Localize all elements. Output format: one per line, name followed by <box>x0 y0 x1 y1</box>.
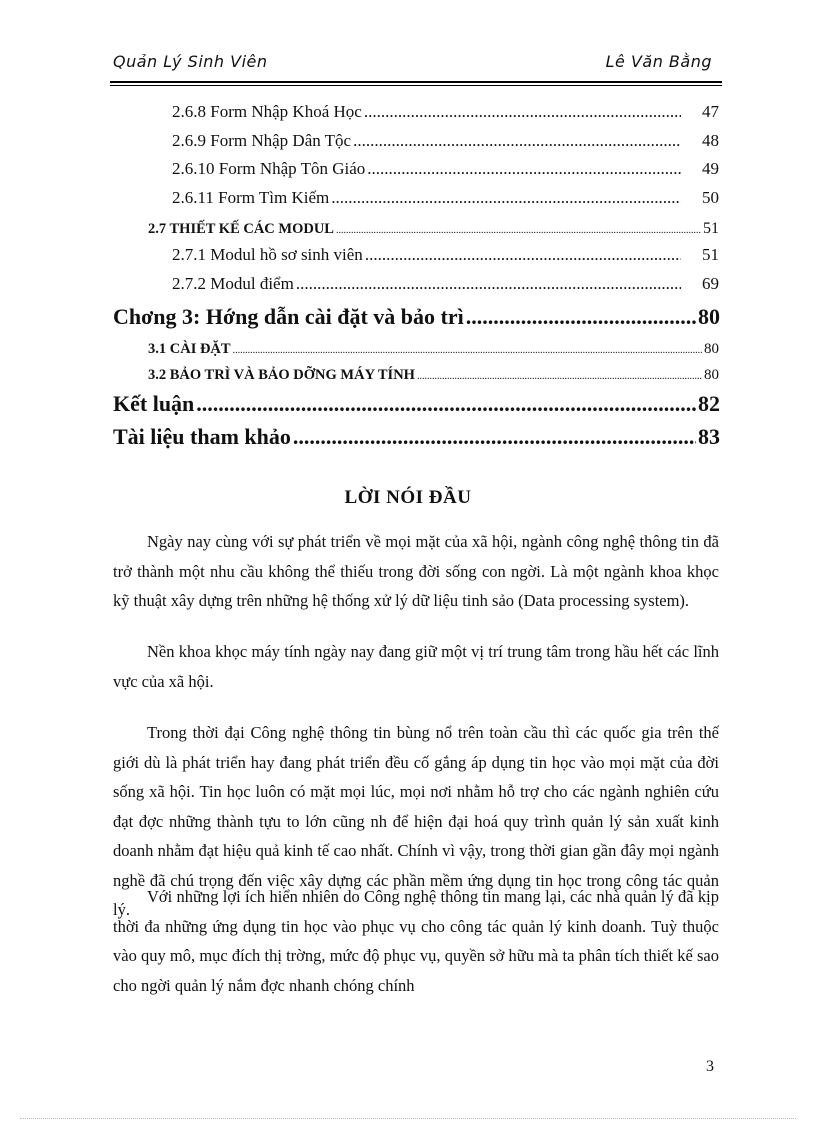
paragraph: Nền khoa khọc máy tính ngày nay đang giữ một vị trí trung tâm trong hầu hết các lĩnh vực của xã hội. <box>113 642 719 691</box>
toc-label: 2.6.10 Form Nhập Tôn Giáo <box>172 159 366 178</box>
toc-leader <box>233 345 702 356</box>
toc-leader <box>466 304 696 330</box>
toc-label: Kết luận <box>113 391 195 416</box>
toc-label: 2.6.11 Form Tìm Kiếm <box>172 188 330 207</box>
paragraph: Trong thời đại Công nghệ thông tin bùng nổ trên toàn cầu thì các quốc gia trên thế giới dù là phát triển hay đang phát triển đều cố gắng áp dụng tin học vào mọi mặt của đời sống xã hội. Tin học luôn có mặt mọi lúc, mọi nơi nhằm hỗ trợ cho các ngành nghiên cứu đạt đợc những thành tựu to lớn cũng nh để hiện đại hoá quy trình quản lý sản xuất kinh doanh nhằm đạt hiệu quả kinh tế cao nhất. Chính vì vậy, trong thời gian gần đây mọi ngành nghề đã chú trọng đến việc xây dựng các phần mềm ứng dụng tin học trong công tác quản lý. <box>113 723 719 919</box>
toc-entry <box>148 220 719 238</box>
header-rule <box>110 81 722 83</box>
toc-label: 2.6.8 Form Nhập Khoá Học <box>172 102 362 121</box>
toc-entry <box>148 341 719 358</box>
header-rule-thin <box>110 85 722 86</box>
toc-page: 51 <box>702 245 719 264</box>
toc-label: 3.1 CÀI ĐẶT <box>148 341 231 357</box>
toc-entry <box>148 367 719 384</box>
toc-leader <box>364 102 681 122</box>
header-right: Lê Văn Bằng <box>605 52 712 71</box>
paragraph: Ngày nay cùng với sự phát triển về mọi mặt của xã hội, ngành công nghệ thông tin đã trở thành một nhu cầu không thể thiếu trong đời sống con ngời. Là một ngành khoa khọc kỹ thuật xây dựng trên những hệ thống xử lý dữ liệu tinh sảo (Data processing system). <box>113 532 719 610</box>
toc-page: 80 <box>704 367 719 383</box>
toc-entry <box>172 188 719 208</box>
toc-entry <box>172 159 719 179</box>
toc-label: 2.7.1 Modul hồ sơ sinh viên <box>172 245 363 264</box>
toc-leader <box>367 159 681 179</box>
toc-page: 47 <box>702 102 719 121</box>
toc-leader <box>196 391 696 417</box>
toc-leader <box>293 424 696 450</box>
toc-page: 82 <box>698 391 720 416</box>
toc-leader <box>331 188 681 208</box>
toc-entry <box>172 274 719 294</box>
toc-chapter <box>113 304 720 330</box>
toc-page: 80 <box>698 304 720 329</box>
toc-page: 80 <box>704 341 719 357</box>
toc-chapter <box>113 424 720 450</box>
toc-entry <box>172 245 719 265</box>
toc-label: 2.7.2 Modul điểm <box>172 274 294 293</box>
toc-label: Chơng 3: Hớng dẫn cài đặt và bảo trì <box>113 304 464 329</box>
toc-page: 48 <box>702 131 719 150</box>
section-title: LỜI NÓI ĐẦU <box>344 487 472 508</box>
footer-rule <box>20 1118 796 1119</box>
toc-leader <box>336 225 701 236</box>
toc-leader <box>353 131 681 151</box>
paragraph: Với những lợi ích hiển nhiên do Công nghệ thông tin mang lại, các nhà quản lý đã kịp thời đa những ứng dụng tin học vào phục vụ cho công tác quản lý kinh doanh. Tuỳ thuộc vào quy mô, mục đích thị trờng, mức độ phục vụ, quyền sở hữu mà ta phân tích thiết kế sao cho ngời quản lý nắm đợc nhanh chóng chính <box>113 887 719 995</box>
toc-page: 69 <box>702 274 719 293</box>
toc-label: 2.6.9 Form Nhập Dân Tộc <box>172 131 352 150</box>
toc-label: 3.2 BẢO TRÌ VÀ BẢO DỠNG MÁY TÍNH <box>148 367 415 383</box>
toc-page: 51 <box>703 220 719 237</box>
toc-leader <box>296 274 681 294</box>
toc-page: 50 <box>702 188 719 207</box>
toc-label: 2.7 THIẾT KẾ CÁC MODUL <box>148 221 334 237</box>
toc-entry <box>172 102 719 122</box>
toc-leader <box>365 245 681 265</box>
toc-page: 83 <box>698 424 720 449</box>
toc-entry <box>172 131 719 151</box>
page-number: 3 <box>706 1058 714 1075</box>
toc-label: Tài liệu tham khảo <box>113 424 291 449</box>
toc-leader <box>417 371 702 382</box>
header-left: Quản Lý Sinh Viên <box>113 52 268 71</box>
toc-chapter <box>113 391 720 417</box>
toc-page: 49 <box>702 159 719 178</box>
